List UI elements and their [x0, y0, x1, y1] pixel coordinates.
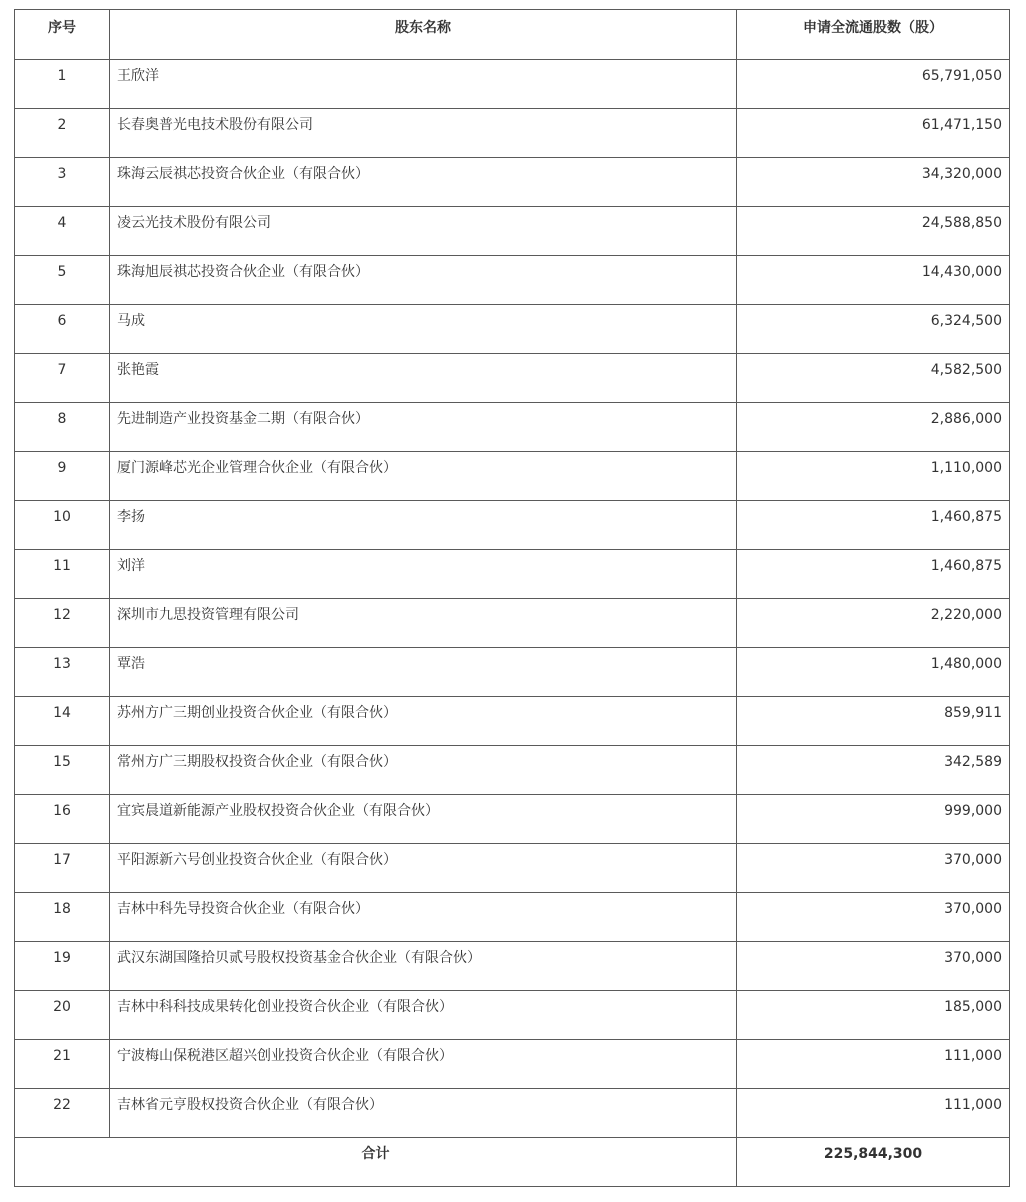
row-index: 8 [15, 403, 110, 452]
table-row [15, 256, 1010, 305]
row-index: 6 [15, 305, 110, 354]
row-index: 22 [15, 1089, 110, 1138]
row-index: 11 [15, 550, 110, 599]
row-shareholder-name: 武汉东湖国隆拾贝贰号股权投资基金合伙企业（有限合伙） [110, 942, 737, 991]
table-row [15, 452, 1010, 501]
row-shares: 370,000 [737, 942, 1010, 991]
row-shares: 2,886,000 [737, 403, 1010, 452]
table-row [15, 1089, 1010, 1138]
row-shareholder-name: 苏州方广三期创业投资合伙企业（有限合伙） [110, 697, 737, 746]
row-shareholder-name: 吉林中科科技成果转化创业投资合伙企业（有限合伙） [110, 991, 737, 1040]
total-shares: 225,844,300 [737, 1138, 1010, 1187]
row-shares: 370,000 [737, 844, 1010, 893]
table-row [15, 795, 1010, 844]
table-row [15, 158, 1010, 207]
row-index: 10 [15, 501, 110, 550]
table-row [15, 109, 1010, 158]
row-shares: 65,791,050 [737, 60, 1010, 109]
row-shareholder-name: 珠海云辰祺芯投资合伙企业（有限合伙） [110, 158, 737, 207]
table-row [15, 1040, 1010, 1089]
row-shares: 14,430,000 [737, 256, 1010, 305]
row-shares: 370,000 [737, 893, 1010, 942]
row-index: 16 [15, 795, 110, 844]
row-shares: 111,000 [737, 1089, 1010, 1138]
row-shares: 185,000 [737, 991, 1010, 1040]
row-shares: 6,324,500 [737, 305, 1010, 354]
header-shareholder-name: 股东名称 [110, 10, 737, 60]
row-shareholder-name: 凌云光技术股份有限公司 [110, 207, 737, 256]
table-row [15, 942, 1010, 991]
row-index: 21 [15, 1040, 110, 1089]
table-row [15, 893, 1010, 942]
row-index: 19 [15, 942, 110, 991]
table-row [15, 305, 1010, 354]
row-index: 9 [15, 452, 110, 501]
table-header [15, 10, 1010, 60]
table-row [15, 403, 1010, 452]
table-row [15, 599, 1010, 648]
row-shareholder-name: 覃浩 [110, 648, 737, 697]
row-shareholder-name: 刘洋 [110, 550, 737, 599]
row-shares: 111,000 [737, 1040, 1010, 1089]
table-row [15, 746, 1010, 795]
row-shares: 61,471,150 [737, 109, 1010, 158]
row-shares: 342,589 [737, 746, 1010, 795]
row-shareholder-name: 王欣洋 [110, 60, 737, 109]
table-row [15, 844, 1010, 893]
row-index: 2 [15, 109, 110, 158]
table-footer [15, 1138, 1010, 1187]
table-row [15, 354, 1010, 403]
row-shareholder-name: 珠海旭辰祺芯投资合伙企业（有限合伙） [110, 256, 737, 305]
header-row [15, 10, 1010, 60]
table-row [15, 60, 1010, 109]
total-label: 合计 [15, 1138, 737, 1187]
row-index: 20 [15, 991, 110, 1040]
table-row [15, 697, 1010, 746]
total-row [15, 1138, 1010, 1187]
shareholder-table [14, 9, 1010, 1187]
row-shares: 1,480,000 [737, 648, 1010, 697]
row-shareholder-name: 马成 [110, 305, 737, 354]
row-shares: 1,110,000 [737, 452, 1010, 501]
row-shares: 859,911 [737, 697, 1010, 746]
row-index: 4 [15, 207, 110, 256]
row-shares: 34,320,000 [737, 158, 1010, 207]
table-row [15, 207, 1010, 256]
row-shareholder-name: 宁波梅山保税港区超兴创业投资合伙企业（有限合伙） [110, 1040, 737, 1089]
row-index: 15 [15, 746, 110, 795]
table-row [15, 550, 1010, 599]
row-index: 18 [15, 893, 110, 942]
row-shareholder-name: 先进制造产业投资基金二期（有限合伙） [110, 403, 737, 452]
row-shares: 4,582,500 [737, 354, 1010, 403]
row-shareholder-name: 常州方广三期股权投资合伙企业（有限合伙） [110, 746, 737, 795]
row-shareholder-name: 吉林省元亨股权投资合伙企业（有限合伙） [110, 1089, 737, 1138]
table-row [15, 648, 1010, 697]
row-shares: 999,000 [737, 795, 1010, 844]
header-index: 序号 [15, 10, 110, 60]
row-shareholder-name: 宜宾晨道新能源产业股权投资合伙企业（有限合伙） [110, 795, 737, 844]
row-shareholder-name: 长春奥普光电技术股份有限公司 [110, 109, 737, 158]
row-shares: 2,220,000 [737, 599, 1010, 648]
row-shareholder-name: 张艳霞 [110, 354, 737, 403]
row-shares: 1,460,875 [737, 501, 1010, 550]
row-index: 1 [15, 60, 110, 109]
row-shareholder-name: 厦门源峰芯光企业管理合伙企业（有限合伙） [110, 452, 737, 501]
row-shareholder-name: 深圳市九思投资管理有限公司 [110, 599, 737, 648]
row-shareholder-name: 吉林中科先导投资合伙企业（有限合伙） [110, 893, 737, 942]
row-index: 13 [15, 648, 110, 697]
header-shares: 申请全流通股数（股） [737, 10, 1010, 60]
row-index: 14 [15, 697, 110, 746]
row-index: 5 [15, 256, 110, 305]
row-shareholder-name: 李扬 [110, 501, 737, 550]
table-body [15, 60, 1010, 1138]
row-index: 7 [15, 354, 110, 403]
row-index: 17 [15, 844, 110, 893]
row-shares: 1,460,875 [737, 550, 1010, 599]
table-row [15, 991, 1010, 1040]
row-shareholder-name: 平阳源新六号创业投资合伙企业（有限合伙） [110, 844, 737, 893]
shareholder-table-container [14, 9, 1009, 1187]
table-row [15, 501, 1010, 550]
row-shares: 24,588,850 [737, 207, 1010, 256]
row-index: 3 [15, 158, 110, 207]
row-index: 12 [15, 599, 110, 648]
